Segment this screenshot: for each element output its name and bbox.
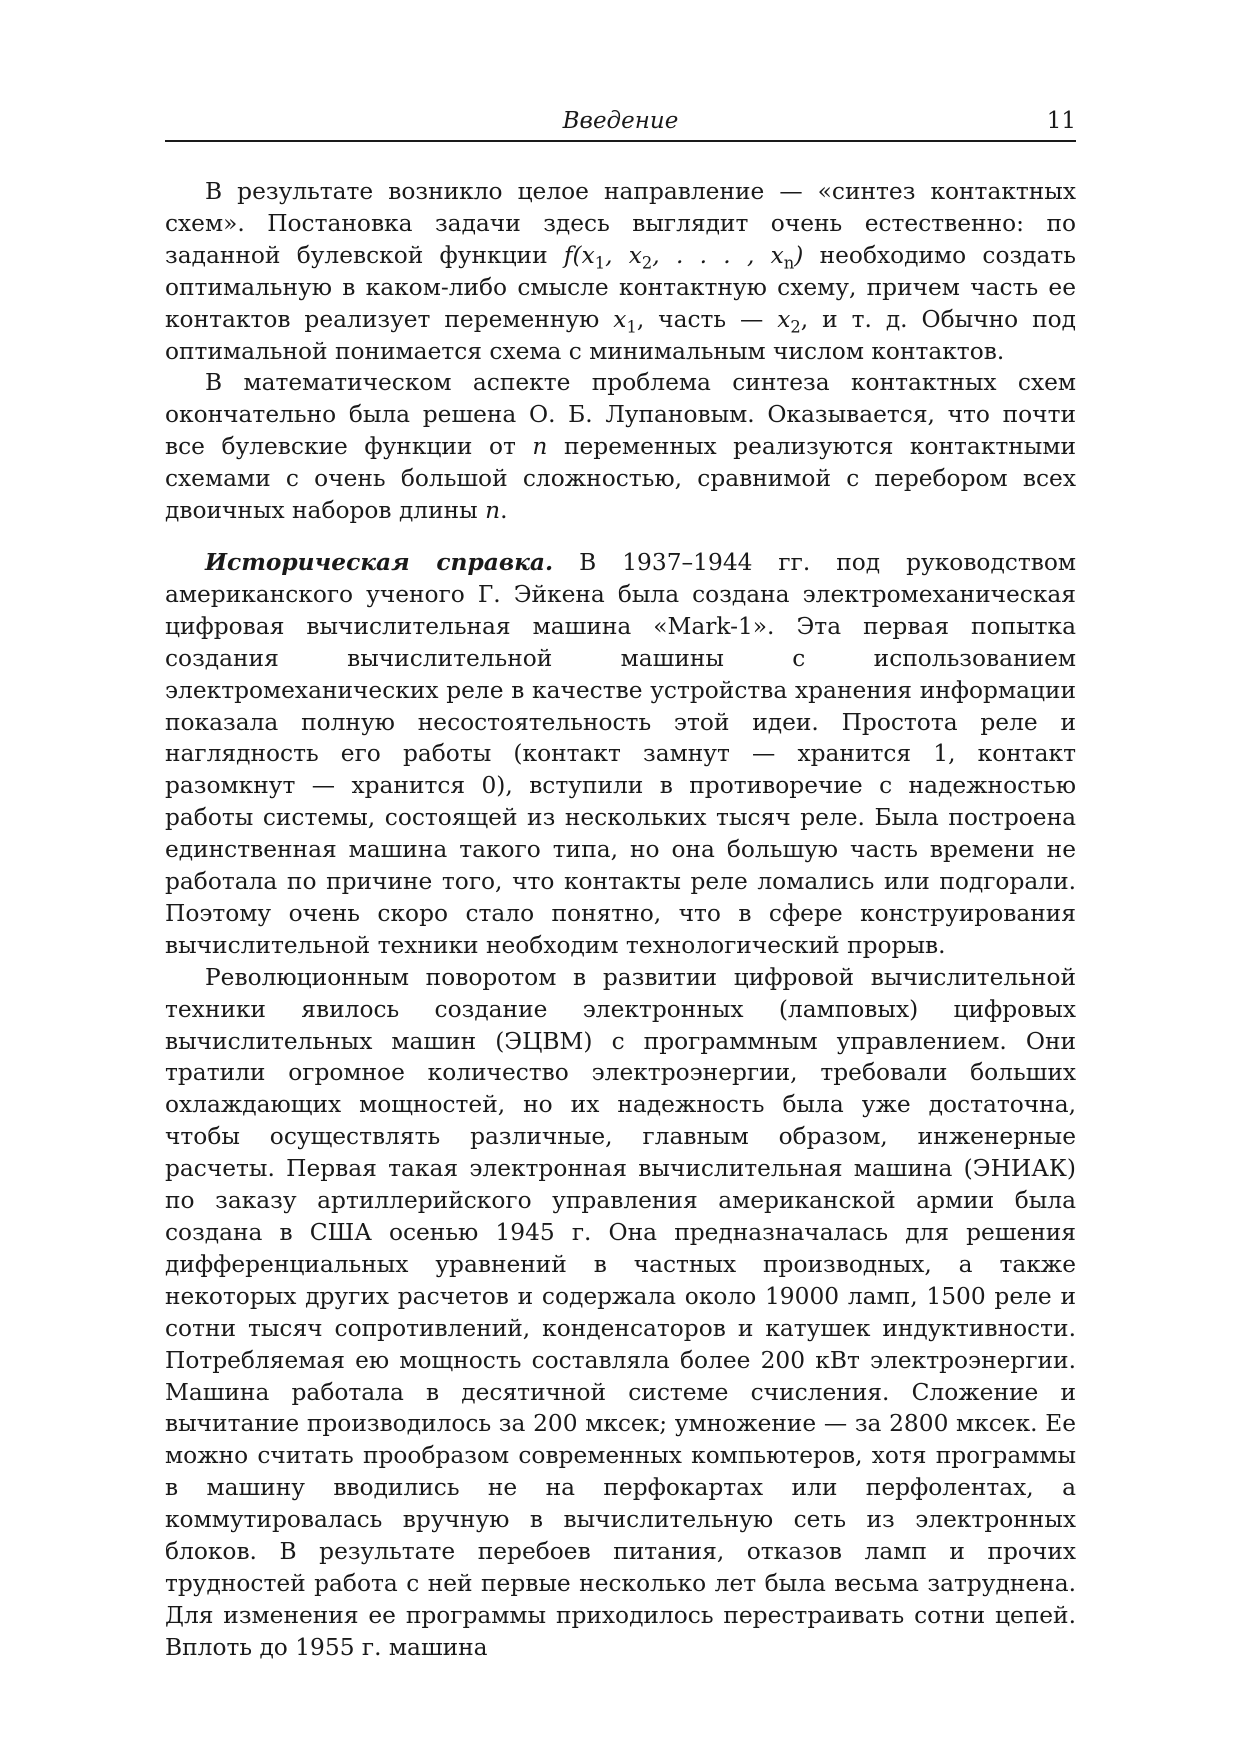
- math-subscript: 1: [626, 317, 637, 337]
- paragraph-3-text: В 1937–1944 гг. под руководством американского ученого Г. Эйкена была создана электромеханическая цифровая вычислительная машина «Mark-1». Эта первая попытка создания вычислительной машины с использованием электромеханических реле в качестве устройства хранения информации показала полную несостоятельность этой идеи. Простота реле и наглядность его работы (контакт замнут — хранится 1, контакт разомкнут — хранится 0), вступили в противоречие с надежностью работы системы, состоящей из нескольких тысяч реле. Была построена единственная машина такого типа, но она большую часть времени не работала по причине того, что контакты реле ломались или подгорали. Поэтому очень скоро стало понятно, что в сфере конструирования вычислительной техники необходим технологический прорыв.: [165, 548, 1077, 959]
- paragraph-2-text-c: .: [500, 497, 508, 525]
- paragraph-4-text: Революционным поворотом в развитии цифровой вычислительной техники явилось создание электронных (ламповых) цифровых вычислительных машин (ЭЦВМ) с программным управлением. Они тратили огромное количество электроэнергии, требовали больших охлаждающих мощностей, но их надежность была уже достаточна, чтобы осуществлять различные, главным образом, инженерные расчеты. Первая такая электронная вычислительная машина (ЭНИАК) по заказу артиллерийского управления американской армии была создана в США осенью 1945 г. Она предназначалась для решения дифференциальных уравнений в частных производных, а также некоторых других расчетов и содержала около 19000 ламп, 1500 реле и сотни тысяч сопротивлений, конденсаторов и катушек индуктивности. Потребляемая ею мощность составляла более 200 кВт электроэнергии. Машина работала в десятичной системе счисления. Сложение и вычитание производилось за 200 мксек; умножение — за 2800 мксек. Ее можно считать прообразом современных компьютеров, хотя программы в машину вводились не на перфокартах или перфолентах, а коммутировалась вручную в вычислительную сеть из электронных блоков. В результате перебоев питания, отказов ламп и прочих трудностей работа с ней первые несколько лет была весьма затруднена. Для изменения ее программы приходилось перестраивать сотни цепей. Вплоть до 1955 г. машина: [165, 963, 1076, 1661]
- math-n: n: [485, 497, 501, 525]
- paragraph-1-text-b: необходимо создать оптимальную в каком-либо смысле контактную схему, причем часть ее контактов реализует переменную: [165, 241, 1076, 333]
- math-token: f(x: [563, 241, 595, 269]
- math-token: ): [794, 241, 804, 269]
- paragraph-2: [165, 367, 1076, 527]
- paragraph-3: [165, 547, 1076, 962]
- page-number: 11: [1046, 108, 1076, 134]
- math-token: x: [613, 305, 627, 333]
- math-token: , . . . , x: [652, 241, 784, 269]
- math-n: n: [532, 433, 548, 461]
- math-subscript: 2: [790, 317, 801, 337]
- paragraph-1: [165, 176, 1076, 367]
- page: [165, 104, 1076, 1664]
- math-x2: [777, 305, 801, 337]
- math-x1: [613, 305, 637, 337]
- paragraph-1-text-c: , часть —: [636, 305, 778, 333]
- math-token: , x: [605, 241, 642, 269]
- math-subscript: n: [783, 253, 795, 273]
- paragraph-2-text-a: В математическом аспекте проблема синтеза контактных схем окончательно была решена О. Б. Лупановым. Оказывается, что почти все булевские функции от: [165, 369, 1076, 461]
- running-title: Введение: [562, 108, 679, 134]
- running-header: [165, 104, 1076, 142]
- paragraph-2-text-b: переменных реализуются контактными схемами с очень большой сложностью, сравнимой с перебором всех двоичных наборов длины: [165, 433, 1076, 525]
- math-subscript: 1: [594, 253, 606, 273]
- math-token: x: [777, 305, 791, 333]
- section-heading: Историческая справка.: [205, 548, 554, 576]
- body-text: [165, 176, 1076, 1664]
- math-function-f: [563, 241, 804, 273]
- math-subscript: 2: [641, 253, 653, 273]
- paragraph-1-text-a: В результате возникло целое направление — «синтез контактных схем». Постановка задачи здесь выглядит очень естественно: по заданной булевской функции: [165, 178, 1076, 269]
- paragraph-4: [165, 962, 1076, 1664]
- paragraph-1-text-d: , и т. д. Обычно под оптимальной понимается схема с минимальным числом контактов.: [165, 305, 1076, 365]
